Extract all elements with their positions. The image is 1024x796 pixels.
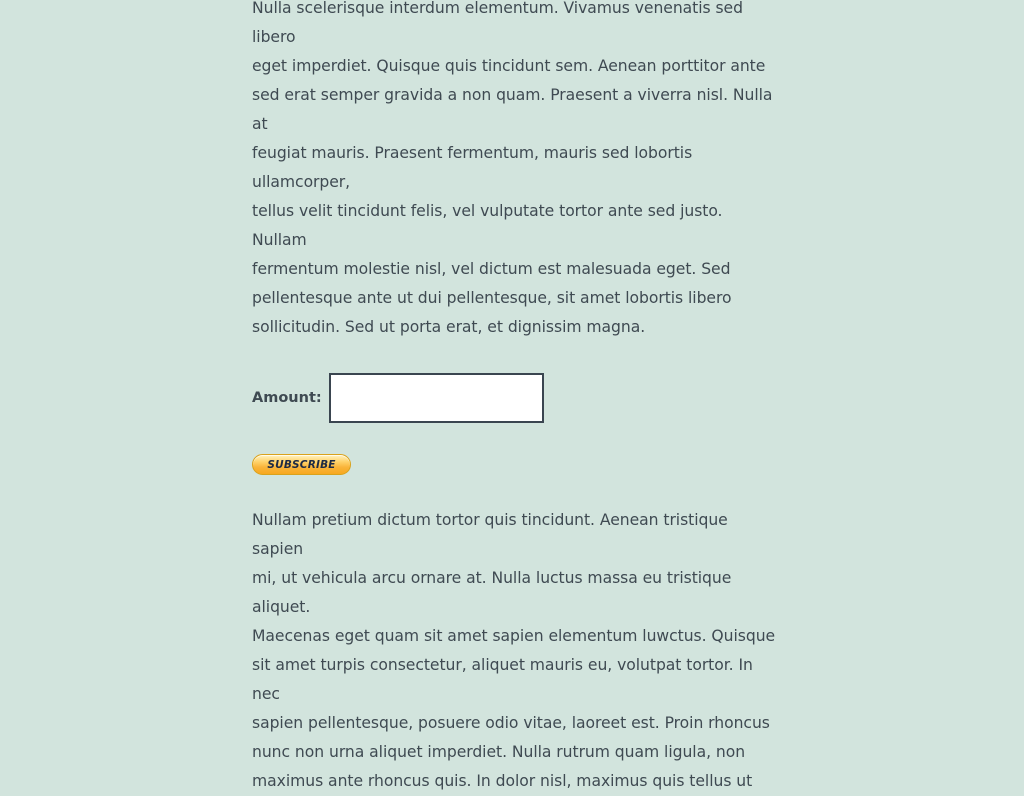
subscribe-button[interactable] (252, 454, 351, 475)
main-content (252, 0, 782, 796)
amount-label: Amount: (252, 390, 322, 406)
amount-input[interactable] (329, 373, 544, 423)
amount-row (252, 373, 782, 423)
body-paragraph: Nullam pretium dictum tortor quis tincidunt. Aenean tristique sapien mi, ut vehicula arcu ornare at. Nulla luctus massa eu tristique aliquet. Maecenas eget quam sit amet sapien elementum luwctus. Quisque sit amet turpis consectetur, aliquet mauris eu, volutpat tortor. In nec sapien pellentesque, posuere odio vitae, laoreet est. Proin rhoncus nunc non urna aliquet imperdiet. Nulla rutrum quam ligula, non maximus ante rhoncus quis. In dolor nisl, maximus quis tellus ut (252, 511, 776, 790)
intro-paragraph: Nulla scelerisque interdum elementum. Vivamus venenatis sed libero eget imperdiet. Quisque quis tincidunt sem. Aenean porttitor ante sed erat semper gravida a non quam. Praesent a viverra nisl. Nulla at feugiat mauris. Praesent fermentum, mauris sed lobortis ullamcorper, tellus velit tincidunt felis, vel vulputate tortor ante sed justo. Nullam fermentum molestie nisl, vel dictum est malesuada eget. Sed pellentesque ante ut dui pellentesque, sit amet lobortis libero sollicitudin. Sed ut porta erat, et dignissim magna. (252, 0, 773, 336)
subscribe-button-label: SUBSCRIBE (267, 458, 336, 471)
subscribe-wrap (252, 454, 782, 475)
